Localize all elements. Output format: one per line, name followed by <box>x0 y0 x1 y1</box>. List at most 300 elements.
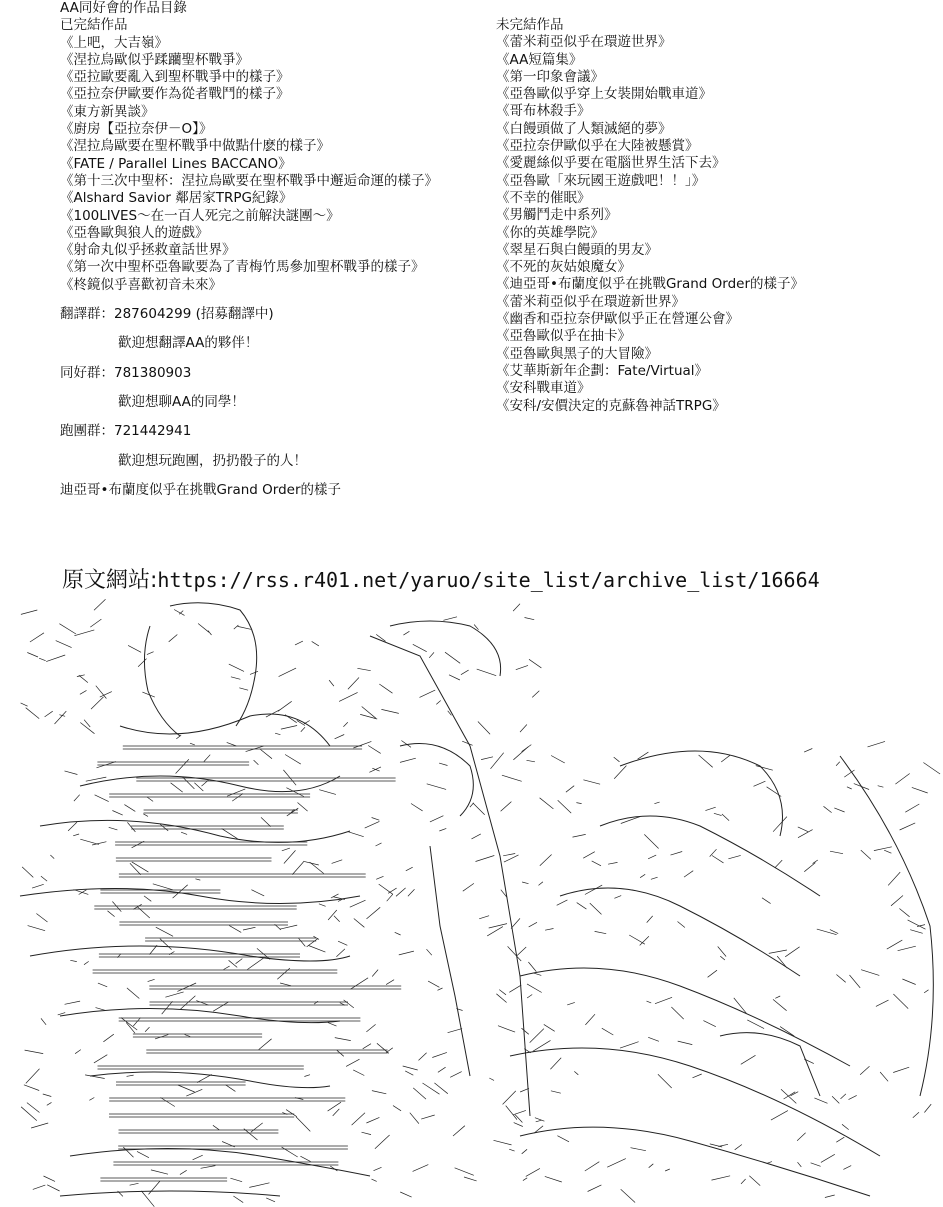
incomplete-work-item: 《哥布林殺手》 <box>496 103 591 120</box>
art-stroke <box>143 814 148 817</box>
art-stroke <box>379 684 392 693</box>
art-stroke <box>280 983 291 986</box>
source-url[interactable]: https://rss.r401.net/yaruo/site_list/archive_list/16664 <box>157 568 820 592</box>
art-stroke <box>233 1196 243 1203</box>
art-stroke <box>160 939 172 950</box>
art-stroke <box>502 775 522 781</box>
art-stroke <box>39 658 46 661</box>
art-stroke <box>26 1069 40 1084</box>
art-stroke <box>194 783 203 791</box>
art-stroke <box>171 783 183 792</box>
art-stroke <box>595 931 607 933</box>
art-stroke <box>375 1135 390 1149</box>
art-stroke <box>27 1103 40 1113</box>
art-stroke <box>28 926 45 931</box>
art-stroke <box>735 1145 742 1150</box>
art-stroke <box>749 1176 760 1186</box>
art-stroke <box>703 1021 715 1027</box>
art-stroke <box>336 949 345 957</box>
art-stroke <box>527 760 535 762</box>
art-stroke <box>348 678 359 690</box>
art-stroke <box>769 950 787 953</box>
art-stroke <box>80 690 87 694</box>
art-stroke <box>43 1094 52 1097</box>
art-stroke <box>718 947 726 957</box>
art-stroke <box>266 710 280 717</box>
art-stroke <box>319 904 326 907</box>
art-stroke <box>798 827 808 832</box>
art-stroke <box>147 797 153 801</box>
art-stroke <box>430 816 444 822</box>
art-stroke <box>861 850 871 859</box>
art-stroke <box>408 889 415 896</box>
incomplete-works-list <box>496 34 936 415</box>
art-stroke <box>27 653 38 658</box>
art-stroke <box>878 786 884 788</box>
art-stroke <box>73 834 79 836</box>
art-stroke <box>453 1126 465 1136</box>
completed-work-item: 《FATE / Parallel Lines BACCANO》 <box>60 155 292 172</box>
art-stroke <box>923 763 940 775</box>
art-stroke <box>94 1055 107 1063</box>
art-stroke <box>566 786 574 793</box>
art-stroke <box>40 820 350 842</box>
art-stroke <box>551 1091 561 1093</box>
art-stroke <box>898 946 916 951</box>
art-stroke <box>74 795 80 801</box>
incomplete-work-item: 《不死的灰姑娘魔女》 <box>496 259 631 276</box>
art-stroke <box>403 631 409 635</box>
art-stroke <box>714 813 722 815</box>
art-stroke <box>169 635 178 642</box>
art-stroke <box>160 824 168 830</box>
art-stroke <box>50 855 54 859</box>
art-stroke <box>250 671 258 674</box>
art-stroke <box>741 1179 746 1184</box>
art-stroke <box>379 884 393 894</box>
left-column <box>60 0 490 499</box>
art-stroke <box>120 714 330 746</box>
art-stroke <box>75 1050 81 1054</box>
art-stroke <box>41 876 47 881</box>
art-stroke <box>489 924 507 928</box>
art-stroke <box>503 854 515 856</box>
art-stroke <box>445 652 460 663</box>
art-stroke <box>332 860 343 864</box>
art-stroke <box>275 733 280 735</box>
art-stroke <box>45 711 53 717</box>
art-stroke <box>403 1066 418 1070</box>
group-number-line <box>60 306 490 323</box>
art-stroke <box>181 832 187 834</box>
art-stroke <box>180 1170 187 1174</box>
completed-work-item: 《廚房【亞拉奈伊－O】》 <box>60 121 213 138</box>
art-stroke <box>148 979 155 981</box>
art-stroke <box>91 697 104 709</box>
art-stroke <box>450 1072 462 1078</box>
completed-work-item: 《上吧，大吉嶺》 <box>60 34 168 51</box>
art-stroke <box>880 1072 888 1081</box>
art-stroke <box>455 1168 474 1176</box>
art-stroke <box>421 1115 435 1119</box>
art-stroke <box>283 770 296 785</box>
art-stroke <box>824 806 832 812</box>
art-stroke <box>924 990 928 993</box>
art-stroke <box>439 763 447 765</box>
art-stroke <box>353 741 371 748</box>
art-stroke <box>513 1110 526 1114</box>
art-stroke <box>439 828 446 831</box>
art-stroke <box>161 1098 175 1107</box>
art-stroke <box>366 1117 379 1123</box>
art-stroke <box>648 1037 659 1041</box>
art-stroke <box>372 818 380 821</box>
art-stroke <box>198 624 209 633</box>
art-stroke <box>888 872 900 885</box>
art-stroke <box>112 902 121 912</box>
art-stroke <box>372 1091 386 1094</box>
art-stroke <box>243 927 256 930</box>
group-label: 跑團群： <box>60 423 114 440</box>
art-stroke <box>545 929 553 931</box>
art-stroke <box>785 947 799 957</box>
art-stroke <box>406 867 413 871</box>
art-stroke <box>319 790 336 795</box>
art-stroke <box>558 800 572 813</box>
art-stroke <box>496 994 506 1003</box>
incomplete-work-item: 《愛麗絲似乎要在電腦世界生活下去》 <box>496 155 726 172</box>
art-stroke <box>21 703 28 706</box>
art-stroke <box>860 1066 869 1075</box>
art-stroke <box>614 766 626 779</box>
art-stroke <box>798 830 813 838</box>
art-stroke <box>529 922 537 927</box>
art-stroke <box>352 1113 365 1125</box>
art-stroke <box>95 795 109 802</box>
completed-work-item: 《涅拉烏歐似乎蹂躪聖杯戰爭》 <box>60 51 249 68</box>
art-stroke <box>710 1144 722 1147</box>
group-number-line <box>60 423 490 440</box>
art-stroke <box>65 1001 81 1004</box>
ascii-art-svg <box>0 596 943 1207</box>
incomplete-heading: 未完結作品 <box>496 17 564 33</box>
art-stroke <box>620 751 783 836</box>
art-stroke <box>513 604 520 611</box>
art-stroke <box>747 1020 764 1029</box>
art-stroke <box>400 744 473 817</box>
art-stroke <box>665 1169 670 1171</box>
art-stroke <box>266 1198 275 1202</box>
art-stroke <box>430 846 470 1076</box>
art-stroke <box>836 1137 844 1142</box>
art-stroke <box>234 625 239 629</box>
art-stroke <box>239 688 248 690</box>
art-stroke <box>741 1055 756 1064</box>
art-stroke <box>843 1166 851 1170</box>
art-stroke <box>46 655 65 662</box>
completed-work-item: 《亞魯歐與狼人的遊戲》 <box>60 224 209 241</box>
art-stroke <box>251 1123 263 1132</box>
art-stroke <box>775 860 782 868</box>
art-stroke <box>647 916 653 923</box>
art-stroke <box>79 675 88 682</box>
art-stroke <box>413 644 427 651</box>
art-stroke <box>899 909 909 917</box>
art-stroke <box>614 896 621 899</box>
art-stroke <box>195 879 200 880</box>
art-stroke <box>577 903 587 910</box>
art-stroke <box>693 1074 702 1078</box>
art-stroke <box>477 669 497 676</box>
art-stroke <box>260 749 272 758</box>
group-info <box>60 306 490 482</box>
art-stroke <box>145 1027 149 1032</box>
art-stroke <box>395 932 401 935</box>
incomplete-work-item: 《白饅頭做了人類滅絕的夢》 <box>496 120 672 137</box>
art-stroke <box>509 1149 514 1151</box>
art-stroke <box>708 970 717 977</box>
art-stroke <box>720 956 725 960</box>
art-stroke <box>282 1147 298 1157</box>
completed-work-item: 《Alshard Savior 鄰居家TRPG紀錄》 <box>60 190 293 207</box>
art-stroke <box>631 1148 646 1151</box>
art-stroke <box>649 1164 654 1168</box>
art-stroke <box>367 907 381 919</box>
art-stroke <box>108 911 115 917</box>
art-stroke <box>574 1071 578 1074</box>
art-stroke <box>464 1177 477 1181</box>
art-stroke <box>849 1095 857 1099</box>
incomplete-work-item: 《亞魯歐似乎穿上女裝開始戰車道》 <box>496 86 712 103</box>
art-stroke <box>284 850 296 863</box>
art-stroke <box>913 1112 919 1118</box>
art-stroke <box>489 1078 494 1080</box>
art-stroke <box>821 1154 835 1162</box>
art-stroke <box>671 1007 683 1019</box>
art-stroke <box>183 777 195 789</box>
art-stroke <box>30 633 44 642</box>
art-stroke <box>647 1001 652 1003</box>
art-stroke <box>775 996 780 998</box>
art-stroke <box>153 884 173 890</box>
art-stroke <box>771 1111 788 1121</box>
art-stroke <box>527 984 542 993</box>
art-stroke <box>376 876 383 879</box>
art-stroke <box>868 741 886 747</box>
art-stroke <box>301 727 305 732</box>
art-stroke <box>712 856 724 863</box>
art-stroke <box>103 1034 113 1042</box>
art-stroke <box>530 1029 544 1043</box>
art-stroke <box>536 1120 542 1122</box>
art-stroke <box>585 1162 600 1171</box>
art-stroke <box>602 1028 614 1035</box>
art-stroke <box>767 1162 772 1164</box>
art-stroke <box>56 641 72 648</box>
incomplete-work-item: 《AA短篇集》 <box>496 51 583 68</box>
art-stroke <box>509 985 521 992</box>
art-stroke <box>710 849 717 856</box>
art-stroke <box>350 900 366 907</box>
art-stroke <box>432 1052 447 1057</box>
art-stroke <box>499 990 506 995</box>
art-stroke <box>74 630 94 636</box>
incomplete-work-item: 《男觸鬥走中系列》 <box>496 207 618 224</box>
art-stroke <box>900 823 916 830</box>
art-stroke <box>238 626 251 629</box>
art-stroke <box>588 1185 602 1192</box>
art-stroke <box>47 1102 52 1105</box>
art-stroke <box>196 1001 208 1006</box>
art-stroke <box>281 726 297 730</box>
art-stroke <box>282 848 290 851</box>
art-stroke <box>551 756 565 764</box>
art-stroke <box>640 874 645 877</box>
art-stroke <box>905 804 919 812</box>
incomplete-work-item: 《蕾米莉亞似乎在環遊世界》 <box>496 34 672 51</box>
art-stroke <box>573 834 586 837</box>
art-stroke <box>213 1125 219 1130</box>
art-stroke <box>224 966 230 969</box>
art-stroke <box>427 784 446 790</box>
art-stroke <box>644 834 658 848</box>
art-stroke <box>550 1058 561 1070</box>
art-stroke <box>229 926 241 933</box>
group-message: 歡迎想翻譯AA的夥伴！ <box>118 335 259 352</box>
art-stroke <box>621 1189 635 1202</box>
art-stroke <box>296 1117 310 1132</box>
art-stroke <box>165 992 183 997</box>
art-stroke <box>511 918 520 928</box>
art-stroke <box>151 1170 168 1174</box>
art-stroke <box>292 862 303 875</box>
art-stroke <box>178 1085 195 1092</box>
art-stroke <box>620 1042 639 1048</box>
completed-work-item: 《射命丸似乎拯救童話世界》 <box>60 242 236 259</box>
art-stroke <box>328 1102 341 1111</box>
art-stroke <box>251 890 264 896</box>
art-stroke <box>773 999 787 1010</box>
art-stroke <box>26 708 40 719</box>
art-stroke <box>608 862 617 864</box>
art-stroke <box>481 757 493 760</box>
completed-work-item: 《第十三次中聖杯：涅拉烏歐要在聖杯戰爭中邂逅命運的樣子》 <box>60 172 438 189</box>
art-stroke <box>309 946 326 953</box>
art-stroke <box>472 834 481 839</box>
art-stroke <box>506 1106 517 1120</box>
ascii-art-illustration <box>0 596 943 1207</box>
art-stroke <box>756 766 773 771</box>
art-stroke <box>285 755 301 765</box>
art-stroke <box>438 988 443 990</box>
art-stroke <box>177 983 196 991</box>
art-stroke <box>902 979 915 985</box>
art-stroke <box>526 1168 540 1176</box>
art-stroke <box>77 675 85 677</box>
art-stroke <box>874 847 892 851</box>
incomplete-work-item: 《第一印象會議》 <box>496 68 604 85</box>
art-stroke <box>529 659 541 668</box>
art-stroke <box>329 680 334 686</box>
art-stroke <box>286 788 303 797</box>
art-stroke <box>186 1089 202 1096</box>
art-stroke <box>522 745 532 752</box>
art-stroke <box>59 624 76 634</box>
art-stroke <box>924 1104 931 1112</box>
art-stroke <box>590 903 602 914</box>
art-stroke <box>79 890 87 895</box>
art-stroke <box>841 1094 846 1099</box>
art-stroke <box>354 919 365 928</box>
completed-heading: 已完結作品 <box>60 17 128 34</box>
art-stroke <box>310 862 324 873</box>
art-stroke <box>124 805 135 812</box>
art-stroke <box>21 610 37 614</box>
art-stroke <box>133 1018 140 1026</box>
art-stroke <box>254 760 259 765</box>
incomplete-work-item: 《亞拉奈伊歐似乎在大陸被懸賞》 <box>496 138 699 155</box>
art-stroke <box>353 1070 364 1076</box>
art-stroke <box>592 861 601 866</box>
art-stroke <box>127 1075 134 1076</box>
art-stroke <box>804 749 812 753</box>
art-stroke <box>728 855 740 858</box>
art-stroke <box>213 1002 228 1011</box>
art-stroke <box>804 863 815 872</box>
art-stroke <box>333 1109 340 1116</box>
art-stroke <box>96 1008 106 1011</box>
art-stroke <box>33 1185 46 1189</box>
art-stroke <box>527 995 532 999</box>
art-stroke <box>762 898 771 904</box>
incomplete-work-item: 《亞魯歐似乎在抽卡》 <box>496 328 631 345</box>
art-stroke <box>583 780 600 784</box>
art-stroke <box>842 1124 849 1129</box>
art-stroke <box>298 803 308 812</box>
art-stroke <box>176 759 189 773</box>
art-stroke <box>797 1133 806 1141</box>
art-stroke <box>89 1098 94 1101</box>
art-stroke <box>90 619 101 627</box>
art-stroke <box>368 746 381 754</box>
art-stroke <box>893 1067 909 1072</box>
art-stroke <box>520 1127 870 1196</box>
art-stroke <box>44 1176 56 1181</box>
art-stroke <box>473 803 485 815</box>
art-stroke <box>514 1123 523 1127</box>
art-stroke <box>190 743 195 745</box>
completed-work-item: 《亞拉奈伊歐要作為從者戰鬥的樣子》 <box>60 86 290 103</box>
group-row <box>60 423 490 482</box>
group-number: 287604299 (招募翻譯中) <box>114 306 274 323</box>
art-stroke <box>360 714 377 719</box>
art-stroke <box>343 722 347 727</box>
art-stroke <box>372 1179 377 1181</box>
incomplete-work-item: 《翠星石與白饅頭的男友》 <box>496 241 658 258</box>
art-stroke <box>607 1159 626 1168</box>
art-stroke <box>338 941 347 945</box>
art-stroke <box>614 757 620 762</box>
completed-work-item: 《涅拉烏歐要在聖杯戰爭中做點什麽的樣子》 <box>60 138 330 155</box>
art-stroke <box>861 970 879 976</box>
art-stroke <box>226 1085 236 1092</box>
art-stroke <box>387 894 393 901</box>
art-stroke <box>286 1110 297 1117</box>
art-stroke <box>585 1014 595 1025</box>
art-stroke <box>908 920 926 929</box>
art-stroke <box>773 817 787 832</box>
art-stroke <box>411 804 423 811</box>
